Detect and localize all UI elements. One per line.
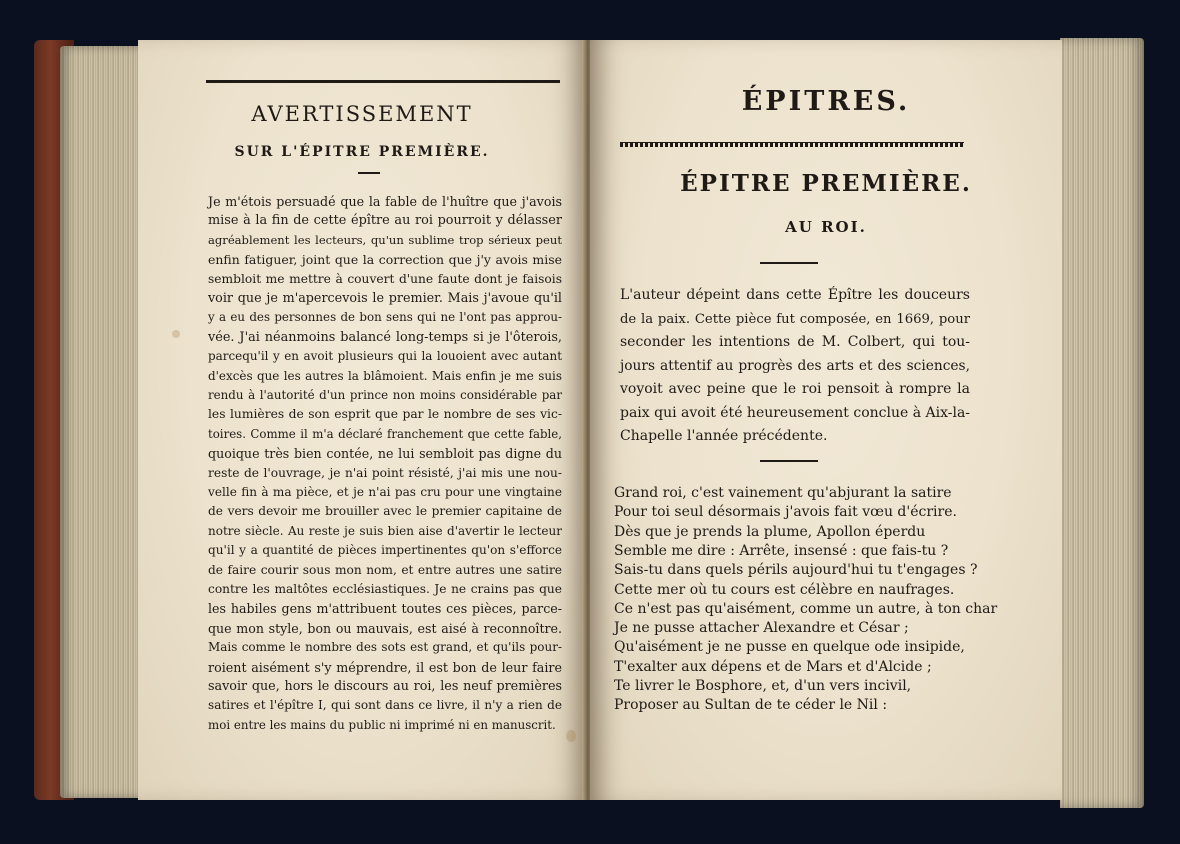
text-line: enfin fatiguer, joint que la correction que j'y avois mise: [208, 252, 562, 268]
open-book: [34, 36, 1144, 810]
page-edges-right: [1060, 38, 1144, 808]
text-line: les habiles gens m'attribuent toutes ces pièces, parce-: [208, 601, 562, 617]
right-page: [590, 40, 1062, 800]
text-line: Te livrer le Bosphore, et, d'un vers incivil,: [614, 678, 912, 694]
text-line: Pour toi seul désormais j'avois fait vœu d'écrire.: [614, 504, 957, 521]
text-line: y a eu des personnes de bon sens qui ne l'ont pas approu-: [208, 310, 562, 325]
text-line: moi entre les mains du public ni imprimé ni en manuscrit.: [208, 717, 556, 732]
text-line: contre les maltôtes ecclésiastiques. Je ne crains pas que: [208, 582, 562, 596]
text-line: savoir que, hors le discours au roi, les neuf premières: [208, 679, 562, 694]
text-line: Mais comme le nombre des sots est grand, et qu'ils pour-: [208, 640, 562, 655]
text-line: rendu à l'autorité d'un prince non moins considérable par: [208, 388, 562, 402]
text-line: Semble me dire : Arrête, insensé : que fais-tu ?: [614, 542, 949, 559]
text-line: que mon style, bon ou mauvais, est aisé à reconnoître.: [208, 620, 562, 636]
text-line: toires. Comme il m'a déclaré franchement que cette fable,: [208, 426, 562, 441]
ornamental-rule: [620, 142, 964, 147]
text-line: jours attentif au progrès des arts et des sciences,: [620, 357, 970, 374]
text-line: de vers devoir me brouiller avec le premier capitaine de: [208, 504, 562, 519]
page-edges-left: [60, 46, 140, 798]
text-line: voyoit avec peine que le roi pensoit à rompre la: [620, 381, 970, 397]
text-line: satires et l'épître I, qui sont dans ce livre, il n'y a rien de: [208, 698, 562, 713]
text-line: Sais-tu dans quels périls aujourd'hui tu t'engages ?: [614, 562, 978, 579]
text-line: quoique très bien contée, ne lui sembloit pas digne du: [208, 446, 562, 462]
text-line: agréablement les lecteurs, qu'un sublime trop sérieux peut: [208, 232, 562, 247]
top-rule: [206, 80, 560, 83]
divider: [760, 262, 818, 264]
text-line: Grand roi, c'est vainement qu'abjurant la satire: [614, 485, 952, 501]
text-line: Chapelle l'année précédente.: [620, 428, 828, 444]
epistle-title: ÉPITRE PREMIÈRE.: [680, 170, 972, 197]
section-title: AVERTISSEMENT: [251, 102, 473, 126]
epistle-dedication: AU ROI.: [785, 218, 867, 236]
text-line: roient aisément s'y méprendre, il est bon de leur faire: [208, 659, 562, 675]
text-line: parcequ'il y en avoit plusieurs qui la louoient avec autant: [208, 349, 562, 364]
text-line: de la paix. Cette pièce fut composée, en 1669, pour: [620, 311, 970, 327]
left-page: [138, 40, 586, 800]
text-line: Je ne pusse attacher Alexandre et César ;: [614, 620, 909, 637]
text-line: Dès que je prends la plume, Apollon éperdu: [614, 523, 926, 540]
text-line: vée. J'ai néanmoins balancé long-temps si je l'ôterois,: [208, 329, 562, 345]
divider: [358, 172, 380, 174]
text-line: reste de l'ouvrage, je n'ai point résisté, j'ai mis une nou-: [208, 465, 562, 480]
text-line: Qu'aisément je ne pusse en quelque ode insipide,: [614, 639, 965, 656]
text-line: L'auteur dépeint dans cette Épître les douceurs: [620, 287, 970, 303]
text-line: Je m'étois persuadé que la fable de l'huître que j'avois: [208, 194, 562, 209]
text-line: Ce n'est pas qu'aisément, comme un autre, à ton char: [614, 600, 998, 617]
text-line: notre siècle. Au reste je suis bien aise d'avertir le lecteur: [208, 523, 562, 538]
section-subtitle: SUR L'ÉPITRE PREMIÈRE.: [234, 144, 490, 160]
running-title: ÉPITRES.: [741, 86, 911, 117]
text-line: Cette mer où tu cours est célèbre en naufrages.: [614, 581, 955, 598]
text-line: Proposer au Sultan de te céder le Nil :: [614, 697, 888, 714]
text-line: mise à la fin de cette épître au roi pourroit y délasser: [208, 213, 562, 229]
text-line: velle fin à ma pièce, et je n'ai pas cru pour une vingtaine: [208, 485, 562, 499]
text-line: de faire courir sous mon nom, et entre autres une satire: [208, 562, 562, 577]
text-line: T'exalter aux dépens et de Mars et d'Alcide ;: [614, 658, 932, 675]
text-line: seconder les intentions de M. Colbert, qui tou-: [620, 334, 970, 350]
text-line: paix qui avoit été heureusement conclue à Aix-la-: [620, 404, 971, 421]
text-line: les lumières de son esprit que par le nombre de ses vic-: [208, 407, 562, 422]
divider: [760, 460, 818, 462]
text-line: sembloit me mettre à couvert d'une faute dont je faisois: [208, 271, 562, 286]
text-line: voir que je m'apercevois le premier. Mais j'avoue qu'il: [208, 291, 562, 306]
text-line: qu'il y a quantité de pièces impertinentes qu'on s'efforce: [208, 543, 562, 558]
text-line: d'excès que les autres la blâmoient. Mais enfin je me suis: [208, 368, 562, 383]
